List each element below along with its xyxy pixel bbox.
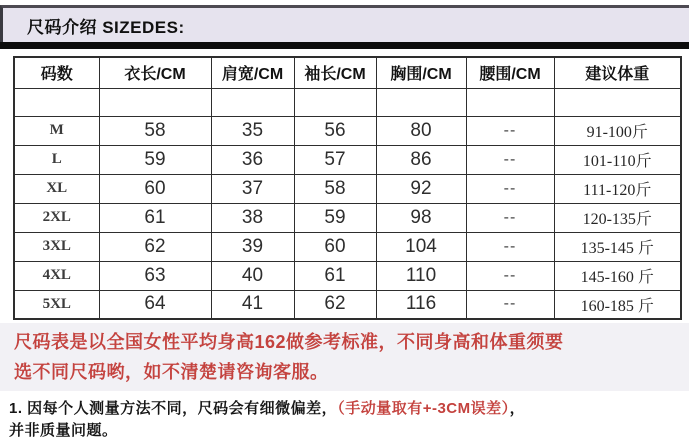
table-row-l bbox=[14, 145, 681, 174]
col-header-waist: 腰围/CM bbox=[466, 57, 554, 88]
table-header-row bbox=[14, 57, 681, 88]
footnote-text-black: 1. 因每个人测量方法不同，尺码会有细微偏差， bbox=[9, 400, 338, 417]
title-underline bbox=[0, 42, 689, 49]
sleeve-cell: 58 bbox=[294, 174, 376, 203]
bust-cell: 98 bbox=[376, 203, 466, 232]
shoulder-cell: 40 bbox=[211, 261, 294, 290]
waist-cell: -- bbox=[466, 232, 554, 261]
empty-cell bbox=[211, 88, 294, 116]
table-row-4xl bbox=[14, 261, 681, 290]
empty-cell bbox=[14, 88, 99, 116]
length-cell: 62 bbox=[99, 232, 211, 261]
notice-line-2: 选不同尺码哟，如不清楚请咨询客服。 bbox=[14, 362, 329, 382]
sleeve-cell: 56 bbox=[294, 116, 376, 145]
size-notice bbox=[0, 323, 689, 391]
title-bar bbox=[0, 5, 689, 42]
shoulder-cell: 37 bbox=[211, 174, 294, 203]
size-cell: L bbox=[14, 145, 99, 174]
col-header-shoulder: 肩宽/CM bbox=[211, 57, 294, 88]
length-cell: 59 bbox=[99, 145, 211, 174]
sleeve-cell: 57 bbox=[294, 145, 376, 174]
shoulder-cell: 39 bbox=[211, 232, 294, 261]
bust-cell: 104 bbox=[376, 232, 466, 261]
length-cell: 60 bbox=[99, 174, 211, 203]
bust-cell: 92 bbox=[376, 174, 466, 203]
waist-cell: -- bbox=[466, 261, 554, 290]
bust-cell: 110 bbox=[376, 261, 466, 290]
waist-cell: -- bbox=[466, 290, 554, 319]
length-cell: 64 bbox=[99, 290, 211, 319]
size-cell: 4XL bbox=[14, 261, 99, 290]
table-row-2xl bbox=[14, 203, 681, 232]
weight-cell: 145-160 斤 bbox=[554, 261, 681, 290]
size-cell: 2XL bbox=[14, 203, 99, 232]
shoulder-cell: 35 bbox=[211, 116, 294, 145]
col-header-bust: 胸围/CM bbox=[376, 57, 466, 88]
table-row-3xl bbox=[14, 232, 681, 261]
weight-cell: 111-120斤 bbox=[554, 174, 681, 203]
bust-cell: 86 bbox=[376, 145, 466, 174]
table-row-5xl bbox=[14, 290, 681, 319]
weight-cell: 101-110斤 bbox=[554, 145, 681, 174]
table-row-m bbox=[14, 116, 681, 145]
empty-cell bbox=[294, 88, 376, 116]
sleeve-cell: 59 bbox=[294, 203, 376, 232]
footnote-text-red: （手动量取有+-3CM误差） bbox=[337, 400, 510, 417]
size-cell: XL bbox=[14, 174, 99, 203]
weight-cell: 160-185 斤 bbox=[554, 290, 681, 319]
notice-line-1: 尺码表是以全国女性平均身高162做参考标准，不同身高和体重须要 bbox=[14, 332, 564, 352]
col-header-sleeve: 袖长/CM bbox=[294, 57, 376, 88]
shoulder-cell: 41 bbox=[211, 290, 294, 319]
shoulder-cell: 36 bbox=[211, 145, 294, 174]
empty-cell bbox=[466, 88, 554, 116]
table-row-xl bbox=[14, 174, 681, 203]
footnote-line-2: 并非质量问题。 bbox=[9, 422, 118, 439]
col-header-size: 码数 bbox=[14, 57, 99, 88]
empty-cell bbox=[376, 88, 466, 116]
sleeve-cell: 60 bbox=[294, 232, 376, 261]
size-cell: 3XL bbox=[14, 232, 99, 261]
length-cell: 63 bbox=[99, 261, 211, 290]
bust-cell: 116 bbox=[376, 290, 466, 319]
footnote-text-black-2: ， bbox=[509, 400, 526, 417]
empty-cell bbox=[99, 88, 211, 116]
size-chart-page bbox=[0, 5, 689, 444]
length-cell: 58 bbox=[99, 116, 211, 145]
length-cell: 61 bbox=[99, 203, 211, 232]
empty-row bbox=[14, 88, 681, 116]
bust-cell: 80 bbox=[376, 116, 466, 145]
col-header-weight: 建议体重 bbox=[554, 57, 681, 88]
page-title: 尺码介绍 SIZEDES: bbox=[27, 17, 185, 37]
col-header-length: 衣长/CM bbox=[99, 57, 211, 88]
weight-cell: 135-145 斤 bbox=[554, 232, 681, 261]
waist-cell: -- bbox=[466, 116, 554, 145]
waist-cell: -- bbox=[466, 145, 554, 174]
weight-cell: 120-135斤 bbox=[554, 203, 681, 232]
sleeve-cell: 61 bbox=[294, 261, 376, 290]
waist-cell: -- bbox=[466, 174, 554, 203]
size-table bbox=[13, 56, 682, 320]
shoulder-cell: 38 bbox=[211, 203, 294, 232]
waist-cell: -- bbox=[466, 203, 554, 232]
footnote-line-1 bbox=[9, 398, 689, 420]
size-cell: M bbox=[14, 116, 99, 145]
size-cell: 5XL bbox=[14, 290, 99, 319]
measurement-footnote bbox=[0, 398, 689, 442]
weight-cell: 91-100斤 bbox=[554, 116, 681, 145]
empty-cell bbox=[554, 88, 681, 116]
sleeve-cell: 62 bbox=[294, 290, 376, 319]
